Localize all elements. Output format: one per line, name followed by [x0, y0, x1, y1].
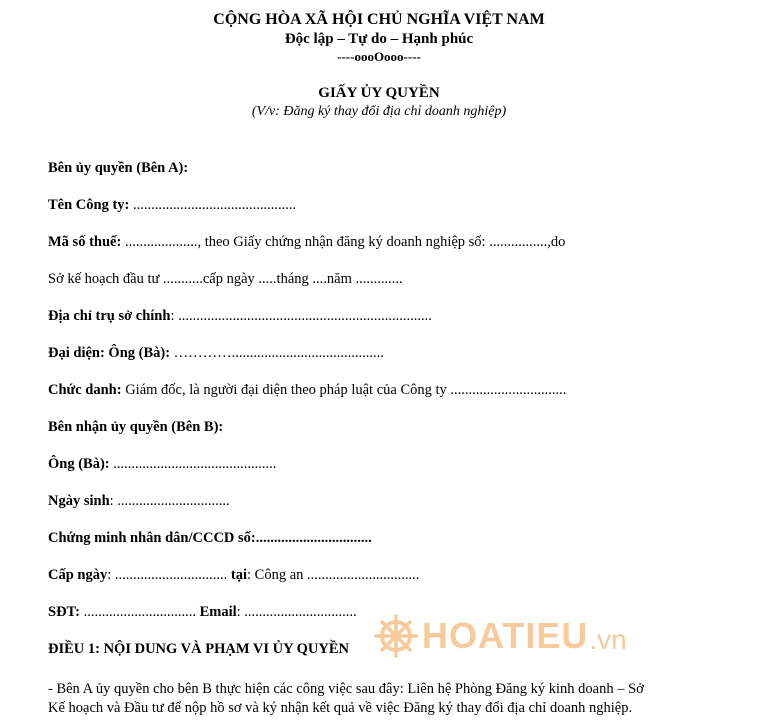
document-title: GIẤY ỦY QUYỀN [318, 85, 440, 101]
address-value: : ...................................................................... [170, 308, 432, 324]
party-b-heading: Bên nhận ủy quyền (Bên B): [48, 419, 224, 435]
issue-label: Cấp ngày [48, 567, 108, 583]
issue-line [48, 567, 419, 584]
motto: Độc lập – Tự do – Hạnh phúc [284, 31, 474, 47]
name-label: Ông (Bà): [48, 456, 110, 472]
tax-line [48, 234, 565, 251]
position-line [48, 382, 566, 399]
name-line [48, 456, 276, 473]
representative-line [48, 345, 384, 362]
address-label: Địa chỉ trụ sở chính [48, 308, 171, 324]
phone-label: SĐT: [48, 604, 80, 620]
document-subtitle: (V/v: Đăng ký thay đổi địa chỉ doanh nghiệp) [251, 104, 507, 119]
article-1-line-1: - Bên A ủy quyền cho bên B thực hiện các công việc sau đây: Liên hệ Phòng Đăng ký kinh doanh – Sở [48, 681, 644, 697]
article-1-line-2: Kế hoạch và Đầu tư để nộp hồ sơ và ký nhận kết quả về việc Đăng ký thay đổi địa chỉ doanh nghiệp. [48, 700, 633, 716]
dob-value: : ............................... [109, 493, 230, 509]
company-value: ............................................. [129, 197, 297, 213]
position-label: Chức danh: [48, 382, 122, 398]
party-a-heading: Bên ủy quyền (Bên A): [48, 160, 189, 176]
article-1-heading: ĐIỀU 1: NỘI DUNG VÀ PHẠM VI ỦY QUYỀN [48, 641, 350, 657]
id-label: Chứng minh nhân dân/CCCD số: [48, 530, 256, 546]
id-value: ................................ [255, 530, 372, 546]
dob-line [48, 493, 230, 510]
email-label: Email [199, 604, 237, 620]
representative-value: ………….......................................... [170, 345, 384, 361]
dob-label: Ngày sinh [48, 493, 110, 509]
issue-value: : ............................... [107, 567, 231, 583]
watermark-suffix: .vn [589, 624, 627, 655]
email-value: : ............................... [236, 604, 357, 620]
separator: ----oooOooo---- [337, 49, 421, 64]
place-value: : Công an ............................... [247, 567, 420, 583]
tax-value: ...................., theo Giấy chứng nhận đăng ký doanh nghiệp số: ................,do [121, 234, 566, 250]
company-label: Tên Công ty: [48, 197, 130, 213]
ship-wheel-icon [374, 614, 418, 658]
watermark-logo [374, 613, 627, 659]
name-value: ............................................. [109, 456, 277, 472]
company-line [48, 197, 296, 214]
dept-line: Sở kế hoạch đầu tư ...........cấp ngày .....tháng ....năm ............. [48, 271, 403, 287]
representative-label: Đại diện: Ông (Bà): [48, 345, 171, 361]
place-label: tại [230, 567, 247, 583]
tax-label: Mã số thuế: [48, 234, 122, 250]
address-line [48, 308, 432, 325]
contact-line [48, 604, 357, 621]
position-value: Giám đốc, là người đại diện theo pháp luật của Công ty ................................ [121, 382, 567, 398]
watermark-brand: HOATIEU [422, 615, 589, 656]
phone-value: ............................... [79, 604, 200, 620]
id-line [48, 530, 372, 547]
nation-heading: CỘNG HÒA XÃ HỘI CHỦ NGHĨA VIỆT NAM [213, 11, 545, 28]
